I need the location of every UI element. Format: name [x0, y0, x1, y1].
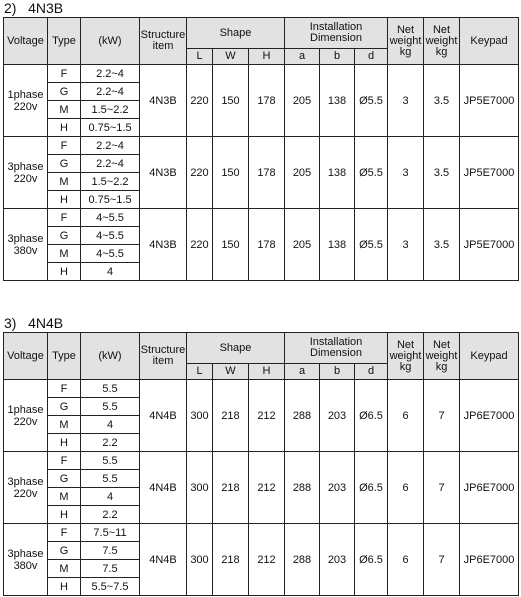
- kw-cell: 7.5: [81, 542, 140, 560]
- kw-cell: 1.5~2.2: [81, 173, 140, 191]
- install-b-cell: 138: [320, 209, 355, 281]
- kw-cell: 2.2: [81, 434, 140, 452]
- header-a: a: [285, 364, 320, 380]
- header-a: a: [285, 49, 320, 65]
- header-net-weight-2: Net weight kg: [424, 18, 460, 65]
- shape-w-cell: 218: [213, 452, 249, 524]
- header-type: Type: [48, 333, 81, 380]
- header-structure: Structure item: [140, 18, 187, 65]
- type-cell: G: [48, 227, 81, 245]
- install-a-cell: 288: [285, 380, 320, 452]
- kw-cell: 2.2~4: [81, 83, 140, 101]
- keypad-cell: JP6E7000: [460, 524, 519, 596]
- type-cell: F: [48, 380, 81, 398]
- net-weight-1-cell: 6: [388, 524, 424, 596]
- install-a-cell: 205: [285, 209, 320, 281]
- kw-cell: 5.5~7.5: [81, 578, 140, 596]
- header-h: H: [249, 364, 285, 380]
- kw-cell: 2.2~4: [81, 137, 140, 155]
- type-cell: H: [48, 191, 81, 209]
- kw-cell: 4: [81, 416, 140, 434]
- type-cell: M: [48, 173, 81, 191]
- type-cell: H: [48, 506, 81, 524]
- type-cell: G: [48, 155, 81, 173]
- shape-l-cell: 220: [187, 137, 213, 209]
- header-net-weight-1: Net weight kg: [388, 18, 424, 65]
- net-weight-2-cell: 7: [424, 380, 460, 452]
- net-weight-2-cell: 3.5: [424, 209, 460, 281]
- kw-cell: 0.75~1.5: [81, 119, 140, 137]
- shape-w-cell: 218: [213, 380, 249, 452]
- install-d-cell: Ø5.5: [355, 65, 388, 137]
- voltage-cell: 3phase 380v: [4, 209, 48, 281]
- header-structure: Structure item: [140, 333, 187, 380]
- section-title-4n4b: 3) 4N4B: [4, 315, 64, 331]
- shape-h-cell: 212: [249, 380, 285, 452]
- type-cell: M: [48, 101, 81, 119]
- spec-table-4n3b: [3, 17, 519, 281]
- type-cell: H: [48, 119, 81, 137]
- type-cell: F: [48, 137, 81, 155]
- type-cell: F: [48, 524, 81, 542]
- kw-cell: 4: [81, 488, 140, 506]
- type-cell: G: [48, 83, 81, 101]
- kw-cell: 7.5~11: [81, 524, 140, 542]
- voltage-cell: 3phase 220v: [4, 452, 48, 524]
- install-a-cell: 288: [285, 452, 320, 524]
- header-installation-dimension: Installation Dimension: [285, 333, 388, 364]
- shape-l-cell: 300: [187, 380, 213, 452]
- kw-cell: 2.2~4: [81, 155, 140, 173]
- kw-cell: 5.5: [81, 470, 140, 488]
- table-row: [4, 65, 519, 83]
- type-cell: F: [48, 452, 81, 470]
- type-cell: G: [48, 398, 81, 416]
- structure-cell: 4N3B: [140, 137, 187, 209]
- shape-h-cell: 212: [249, 452, 285, 524]
- section-title-4n3b: 2) 4N3B: [4, 0, 64, 16]
- table-row: [4, 380, 519, 398]
- type-cell: M: [48, 245, 81, 263]
- shape-w-cell: 150: [213, 65, 249, 137]
- keypad-cell: JP6E7000: [460, 380, 519, 452]
- header-w: W: [213, 49, 249, 65]
- table-row: [4, 452, 519, 470]
- kw-cell: 1.5~2.2: [81, 101, 140, 119]
- header-keypad: Keypad: [460, 333, 519, 380]
- header-kw: (kW): [81, 333, 140, 380]
- voltage-cell: 3phase 380v: [4, 524, 48, 596]
- install-d-cell: Ø6.5: [355, 524, 388, 596]
- structure-cell: 4N4B: [140, 452, 187, 524]
- header-shape: Shape: [187, 333, 285, 364]
- header-d: d: [355, 364, 388, 380]
- table-row: [4, 524, 519, 542]
- kw-cell: 5.5: [81, 398, 140, 416]
- kw-cell: 0.75~1.5: [81, 191, 140, 209]
- kw-cell: 4~5.5: [81, 227, 140, 245]
- type-cell: H: [48, 434, 81, 452]
- shape-w-cell: 218: [213, 524, 249, 596]
- header-installation-dimension: Installation Dimension: [285, 18, 388, 49]
- install-b-cell: 138: [320, 65, 355, 137]
- net-weight-2-cell: 3.5: [424, 65, 460, 137]
- header-type: Type: [48, 18, 81, 65]
- header-w: W: [213, 364, 249, 380]
- type-cell: M: [48, 416, 81, 434]
- shape-h-cell: 178: [249, 209, 285, 281]
- voltage-cell: 1phase 220v: [4, 65, 48, 137]
- net-weight-2-cell: 7: [424, 452, 460, 524]
- shape-l-cell: 220: [187, 209, 213, 281]
- type-cell: H: [48, 578, 81, 596]
- net-weight-1-cell: 3: [388, 137, 424, 209]
- type-cell: G: [48, 470, 81, 488]
- keypad-cell: JP5E7000: [460, 209, 519, 281]
- keypad-cell: JP6E7000: [460, 452, 519, 524]
- kw-cell: 5.5: [81, 380, 140, 398]
- kw-cell: 4~5.5: [81, 209, 140, 227]
- shape-h-cell: 178: [249, 65, 285, 137]
- install-b-cell: 203: [320, 380, 355, 452]
- shape-h-cell: 178: [249, 137, 285, 209]
- header-b: b: [320, 364, 355, 380]
- type-cell: F: [48, 65, 81, 83]
- install-b-cell: 203: [320, 524, 355, 596]
- install-d-cell: Ø6.5: [355, 380, 388, 452]
- net-weight-1-cell: 6: [388, 452, 424, 524]
- install-b-cell: 203: [320, 452, 355, 524]
- structure-cell: 4N3B: [140, 65, 187, 137]
- shape-l-cell: 300: [187, 452, 213, 524]
- spec-table-4n4b: [3, 332, 519, 596]
- kw-cell: 4: [81, 263, 140, 281]
- header-voltage: Voltage: [4, 18, 48, 65]
- kw-cell: 2.2: [81, 506, 140, 524]
- table-row: [4, 209, 519, 227]
- shape-l-cell: 220: [187, 65, 213, 137]
- keypad-cell: JP5E7000: [460, 65, 519, 137]
- install-d-cell: Ø6.5: [355, 452, 388, 524]
- header-b: b: [320, 49, 355, 65]
- header-net-weight-1: Net weight kg: [388, 333, 424, 380]
- header-h: H: [249, 49, 285, 65]
- kw-cell: 5.5: [81, 452, 140, 470]
- install-a-cell: 288: [285, 524, 320, 596]
- header-l: L: [187, 364, 213, 380]
- install-b-cell: 138: [320, 137, 355, 209]
- type-cell: M: [48, 488, 81, 506]
- header-kw: (kW): [81, 18, 140, 65]
- keypad-cell: JP5E7000: [460, 137, 519, 209]
- net-weight-2-cell: 7: [424, 524, 460, 596]
- type-cell: G: [48, 542, 81, 560]
- shape-w-cell: 150: [213, 137, 249, 209]
- header-net-weight-2: Net weight kg: [424, 333, 460, 380]
- install-a-cell: 205: [285, 65, 320, 137]
- type-cell: H: [48, 263, 81, 281]
- net-weight-1-cell: 3: [388, 65, 424, 137]
- header-shape: Shape: [187, 18, 285, 49]
- net-weight-2-cell: 3.5: [424, 137, 460, 209]
- structure-cell: 4N3B: [140, 209, 187, 281]
- voltage-cell: 3phase 220v: [4, 137, 48, 209]
- install-d-cell: Ø5.5: [355, 209, 388, 281]
- type-cell: F: [48, 209, 81, 227]
- install-a-cell: 205: [285, 137, 320, 209]
- install-d-cell: Ø5.5: [355, 137, 388, 209]
- kw-cell: 2.2~4: [81, 65, 140, 83]
- header-voltage: Voltage: [4, 333, 48, 380]
- shape-h-cell: 212: [249, 524, 285, 596]
- structure-cell: 4N4B: [140, 380, 187, 452]
- shape-w-cell: 150: [213, 209, 249, 281]
- kw-cell: 4~5.5: [81, 245, 140, 263]
- type-cell: M: [48, 560, 81, 578]
- header-l: L: [187, 49, 213, 65]
- net-weight-1-cell: 6: [388, 380, 424, 452]
- header-d: d: [355, 49, 388, 65]
- voltage-cell: 1phase 220v: [4, 380, 48, 452]
- header-keypad: Keypad: [460, 18, 519, 65]
- table-row: [4, 137, 519, 155]
- kw-cell: 7.5: [81, 560, 140, 578]
- shape-l-cell: 300: [187, 524, 213, 596]
- net-weight-1-cell: 3: [388, 209, 424, 281]
- structure-cell: 4N4B: [140, 524, 187, 596]
